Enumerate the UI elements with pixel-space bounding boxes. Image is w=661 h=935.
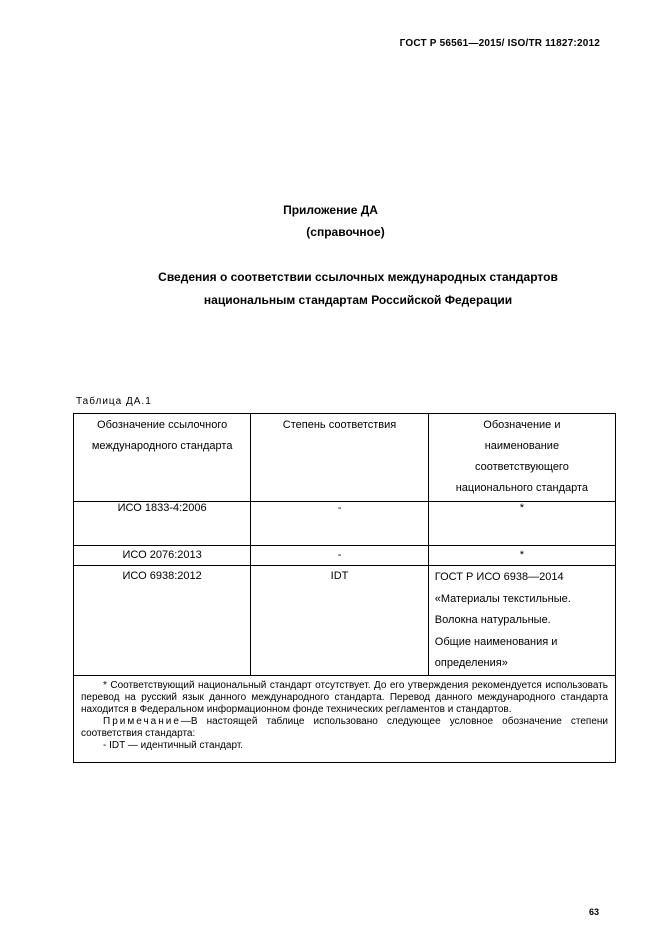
cell-national: * [428,502,615,546]
note-label: Примечание [103,715,181,727]
national-line: ГОСТ Р ИСО 6938—2014 [434,571,564,583]
header-text: наименование [484,440,560,452]
note-paragraph [81,716,608,740]
header-cell-degree [251,414,429,502]
national-line: определения» [434,657,508,669]
correspondence-table [73,413,616,763]
annex-heading-line1: Сведения о соответствии ссылочных международных стандартов [158,270,558,284]
page-number: 63 [588,907,599,917]
table-row [74,566,616,676]
annex-title: Приложение ДА [283,203,378,217]
header-text: Обозначение и [483,419,561,431]
table-header-row [74,414,616,502]
cell-standard-text: ИСО 6938:2012 [122,570,202,582]
note-text: —В настоящей таблице использовано следующее условное обозначение степени соответствия стандарта: [81,715,608,739]
cell-standard [74,566,251,676]
cell-standard: ИСО 2076:2013 [74,546,251,566]
table-label: Таблица ДА.1 [76,396,152,407]
header-text: соответствующего [474,461,569,473]
cell-degree [251,566,429,676]
table-row [74,546,616,566]
cell-national: * [428,546,615,566]
table-footnote-row [74,675,616,762]
cell-standard: ИСО 1833-4:2006 [74,502,251,546]
header-text: международного стандарта [91,440,233,452]
table-row [74,502,616,546]
document-code-header: ГОСТ Р 56561—2015/ ISO/TR 11827:2012 [399,38,600,49]
cell-degree-text: IDT [330,570,349,582]
annex-heading [88,266,628,312]
legend-text: - IDT — идентичный стандарт. [103,739,244,751]
cell-degree: - [251,546,429,566]
annex-subtitle: (справочное) [306,225,385,239]
header-cell-national-standard [428,414,615,502]
national-line: Волокна натуральные. [434,614,551,626]
cell-degree: - [251,502,429,546]
annex-heading-line2: национальным стандартам Российской Федерации [203,293,513,307]
national-line: Общие наименования и [434,635,558,648]
header-text: Степень соответствия [282,419,397,431]
footnote-text: * Соответствующий национальный стандарт отсутствует. До его утверждения рекомендуется использовать перевод на русский язык данного международного стандарта. Перевод данного международного стандарта находится в Федеральном информационном фонде технических регламентов и стандартов. [81,679,608,715]
header-cell-reference-standard [74,414,251,502]
header-text: национального стандарта [455,482,589,494]
cell-national [428,566,615,676]
table-footnote [74,675,616,762]
national-line: «Материалы текстильные. [434,592,571,605]
header-text: Обозначение ссылочного [97,419,228,431]
